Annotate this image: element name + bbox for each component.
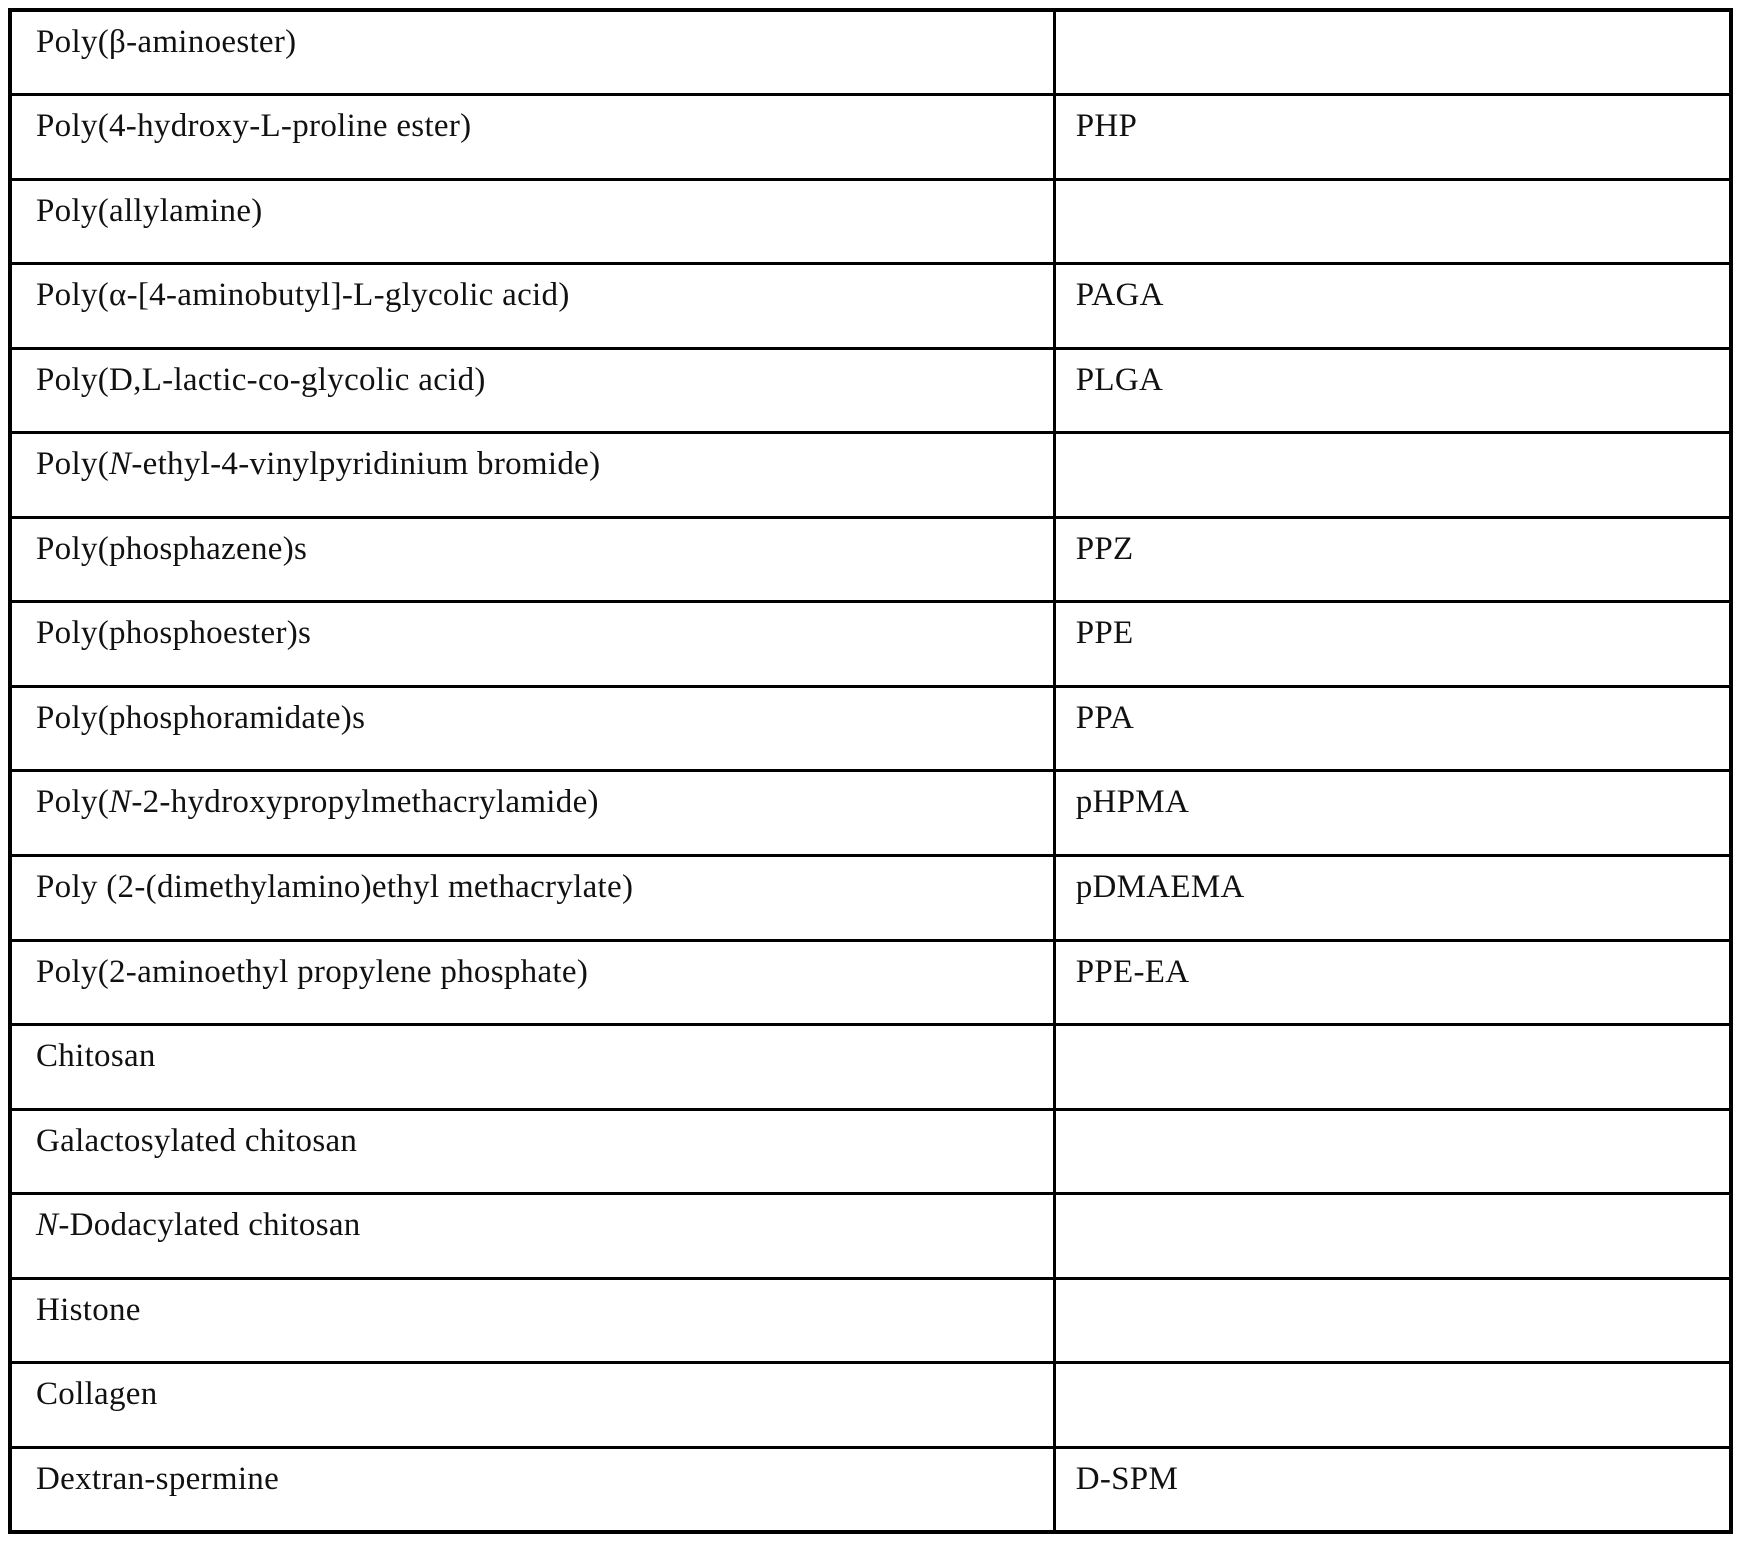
abbreviation-cell: [1054, 1109, 1731, 1194]
polymer-name-segment: Poly(phosphazene)s: [36, 530, 308, 567]
table-row: [10, 1194, 1731, 1279]
polymer-name-segment: -ethyl-4-vinylpyridinium bromide): [131, 446, 601, 483]
table-row: [10, 517, 1731, 602]
polymer-name-cell: [10, 602, 1054, 687]
polymer-name-cell: [10, 348, 1054, 433]
table-row: [10, 1025, 1731, 1110]
polymer-name-cell: [10, 855, 1054, 940]
abbreviation-cell: PAGA: [1054, 264, 1731, 349]
polymer-name-segment: Poly(phosphoester)s: [36, 615, 312, 652]
polymer-name-cell: [10, 179, 1054, 264]
table-body: [10, 10, 1731, 1532]
abbreviation-cell: [1054, 1194, 1731, 1279]
abbreviation-cell: PLGA: [1054, 348, 1731, 433]
polymer-name-cell: [10, 1447, 1054, 1532]
table-row: [10, 179, 1731, 264]
polymer-name-segment: Poly(phosphoramidate)s: [36, 699, 366, 736]
polymer-name-segment: Histone: [36, 1291, 141, 1328]
table-row: [10, 940, 1731, 1025]
polymer-name-italic-segment: N: [36, 1207, 59, 1244]
table-row: [10, 602, 1731, 687]
polymer-name-italic-segment: N: [109, 446, 132, 483]
abbreviation-cell: [1054, 1363, 1731, 1448]
table-row: [10, 855, 1731, 940]
polymer-name-cell: [10, 940, 1054, 1025]
polymer-name-segment: Galactosylated chitosan: [36, 1122, 358, 1159]
table-row: [10, 1278, 1731, 1363]
polymer-name-segment: Poly (2-(dimethylamino)ethyl methacrylate): [36, 868, 634, 905]
polymer-name-segment: -2-hydroxypropylmethacrylamide): [131, 784, 599, 821]
polymer-abbreviation-table: [8, 8, 1733, 1534]
polymer-name-segment: Poly(: [36, 446, 110, 483]
polymer-name-cell: [10, 10, 1054, 95]
polymer-name-segment: Poly(2-aminoethyl propylene phosphate): [36, 953, 589, 990]
polymer-name-segment: Collagen: [36, 1376, 158, 1413]
table-row: [10, 95, 1731, 180]
polymer-name-cell: [10, 95, 1054, 180]
table-row: [10, 433, 1731, 518]
polymer-name-cell: [10, 771, 1054, 856]
polymer-name-segment: Poly(4-hydroxy-L-proline ester): [36, 108, 472, 145]
table-row: [10, 1447, 1731, 1532]
polymer-name-segment: Poly(allylamine): [36, 192, 263, 229]
abbreviation-cell: pDMAEMA: [1054, 855, 1731, 940]
table-row: [10, 264, 1731, 349]
abbreviation-cell: PPE-EA: [1054, 940, 1731, 1025]
abbreviation-cell: [1054, 10, 1731, 95]
polymer-name-segment: Poly(D,L-lactic-co-glycolic acid): [36, 361, 486, 398]
abbreviation-cell: [1054, 1278, 1731, 1363]
abbreviation-cell: pHPMA: [1054, 771, 1731, 856]
polymer-name-cell: [10, 517, 1054, 602]
polymer-name-cell: [10, 1025, 1054, 1110]
polymer-name-segment: Poly(α-[4-aminobutyl]-L-glycolic acid): [36, 277, 570, 314]
abbreviation-cell: [1054, 179, 1731, 264]
polymer-name-cell: [10, 1194, 1054, 1279]
table-row: [10, 1363, 1731, 1448]
polymer-name-italic-segment: N: [109, 784, 132, 821]
polymer-name-segment: Poly(β-aminoester): [36, 24, 297, 60]
polymer-name-segment: Dextran-spermine: [36, 1460, 280, 1497]
abbreviation-cell: PPE: [1054, 602, 1731, 687]
table-row: [10, 348, 1731, 433]
polymer-name-cell: [10, 433, 1054, 518]
table-row: [10, 686, 1731, 771]
table-row: [10, 1109, 1731, 1194]
abbreviation-cell: PHP: [1054, 95, 1731, 180]
polymer-name-cell: [10, 686, 1054, 771]
polymer-name-segment: -Dodacylated chitosan: [58, 1207, 361, 1244]
polymer-name-cell: [10, 1109, 1054, 1194]
polymer-name-cell: [10, 264, 1054, 349]
table-row: [10, 10, 1731, 95]
abbreviation-cell: [1054, 1025, 1731, 1110]
abbreviation-cell: [1054, 433, 1731, 518]
polymer-name-cell: [10, 1278, 1054, 1363]
abbreviation-cell: D-SPM: [1054, 1447, 1731, 1532]
abbreviation-cell: PPA: [1054, 686, 1731, 771]
polymer-name-segment: Chitosan: [36, 1038, 156, 1075]
table-row: [10, 771, 1731, 856]
abbreviation-cell: PPZ: [1054, 517, 1731, 602]
polymer-name-cell: [10, 1363, 1054, 1448]
polymer-name-segment: Poly(: [36, 784, 110, 821]
